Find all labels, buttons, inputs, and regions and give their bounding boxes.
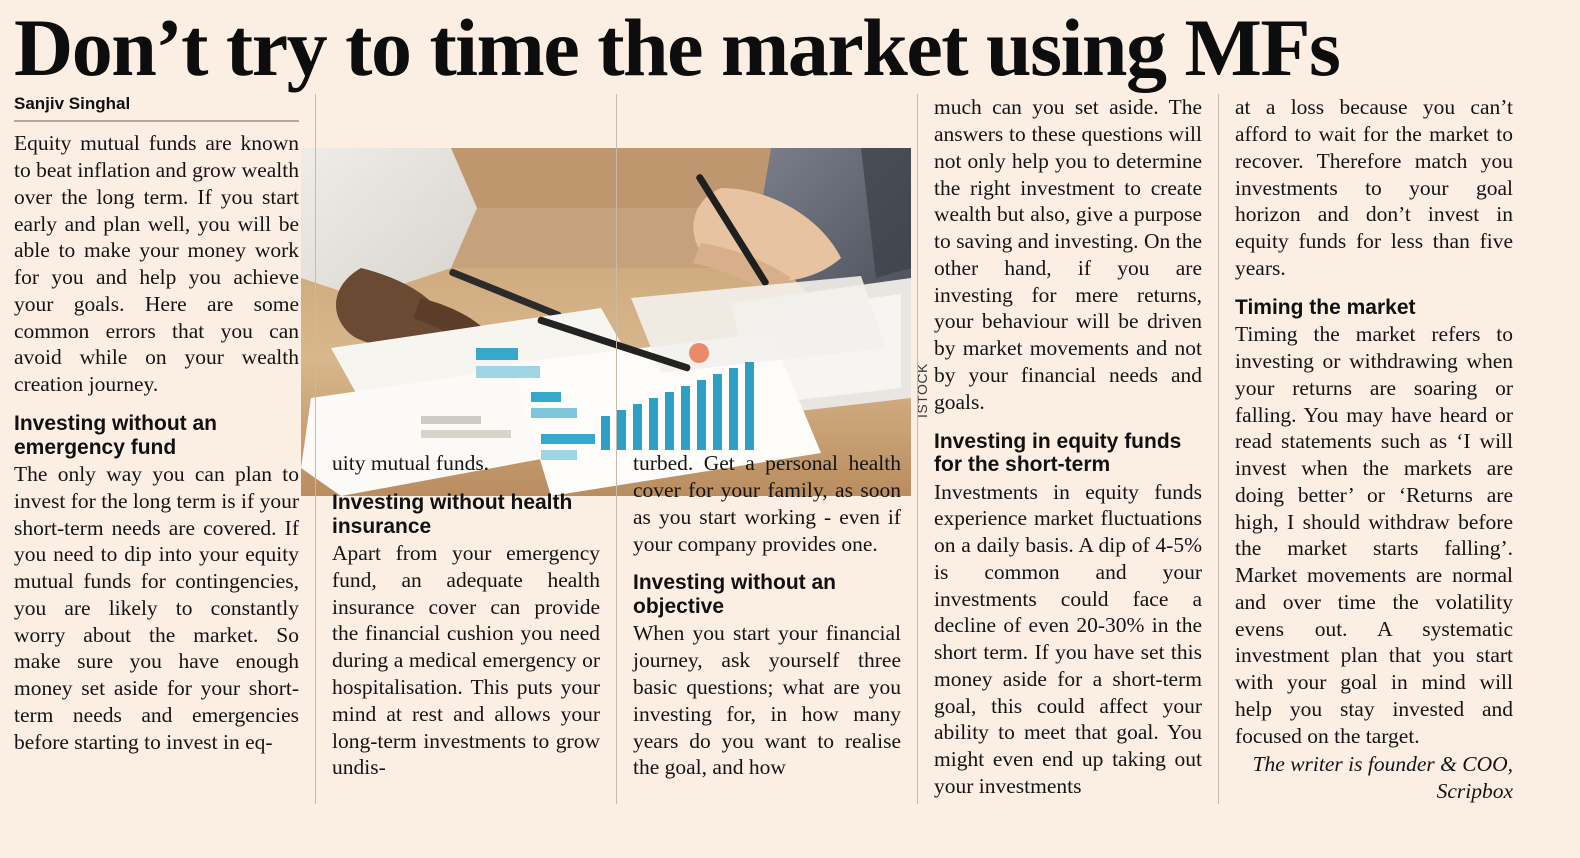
column-1 xyxy=(14,94,299,804)
col4-continued: much can you set aside. The answers to these questions will not only help you to determine the right investment to create wealth but also, give a purpose to saving and investing. On the other hand, if you are investing for mere returns, your behaviour will be driven by market movements and not by your financial needs and goals. xyxy=(934,95,1202,414)
col5-continued: at a loss because you can’t afford to wait for the market to recover. Therefore match you investments to your goal horizon and don’t invest in equity funds for less than five years. xyxy=(1235,95,1513,280)
column-3 xyxy=(616,94,901,804)
photo-spacer-col2 xyxy=(332,94,600,450)
col3-continued: turbed. Get a personal health cover for your family, as soon as you start working - even if your company provides one. xyxy=(633,451,901,556)
col1-subhead-emergency-fund: Investing without an emergency fund xyxy=(14,412,217,459)
byline: Sanjiv Singhal xyxy=(14,94,131,114)
writer-credit: The writer is founder & COO, Scripbox xyxy=(1252,752,1513,804)
col2-para-1: Apart from your emergency fund, an adequate health insurance cover can provide the financial cushion you need during a medical emergency or hospitalisation. This puts your mind at rest and allows your long-term investments to grow undis- xyxy=(332,541,600,780)
photo-spacer-col3 xyxy=(633,94,901,450)
col3-subhead-objective: Investing without an objective xyxy=(633,571,836,618)
article-columns xyxy=(14,94,1566,804)
col1-para-1: The only way you can plan to invest for the long term is if your short-term needs are covered. If you need to dip into your equity mutual funds for contingencies, you are likely to constantly worry about the market. So make sure you have enough money set aside for your short-term needs and emergencies before starting to invest in eq- xyxy=(14,462,299,754)
col5-para-1: Timing the market refers to investing or withdrawing when your returns are soaring or falling. You may have heard or read statements such as ‘I will invest when the markets are doing better’ or ‘Returns are high, I should withdraw before the market starts falling’. Market movements are normal and over time the volatility evens out. A systematic investment plan that you start with your goal in mind will help you stay invested and focused on the target. xyxy=(1235,322,1513,748)
col4-subhead-short-term: Investing in equity funds for the short-term xyxy=(934,429,1182,477)
col1-intro: Equity mutual funds are known to beat inflation and grow wealth over the long term. If you start early and plan well, you will be able to make your money work for you and help you achieve your goals. Here are some common errors that you can avoid while on your wealth creation journey. xyxy=(14,131,299,397)
col2-subhead-health-insurance: Investing without health insurance xyxy=(332,491,573,538)
column-2 xyxy=(315,94,600,804)
col5-subhead-timing-market: Timing the market xyxy=(1235,295,1416,319)
col2-continued: uity mutual funds. xyxy=(332,451,490,476)
page-title: Don’t try to time the market using MFs xyxy=(14,2,1340,93)
col3-para-1: When you start your financial journey, ask yourself three basic questions; what are you investing for, in how many years do you want to realise the goal, and how xyxy=(633,621,901,780)
column-5 xyxy=(1218,94,1513,804)
col4-para-1: Investments in equity funds experience market fluctuations on a daily basis. A dip of 4-5% is common and your investments could face a decline of even 20-30% in the short term. If you have set this money aside for a short-term goal, this could affect your ability to meet that goal. You might even end up taking out your investments xyxy=(934,479,1202,798)
byline-divider xyxy=(14,120,299,122)
column-4 xyxy=(917,94,1202,804)
photo-credit: ISTOCK xyxy=(914,363,930,418)
